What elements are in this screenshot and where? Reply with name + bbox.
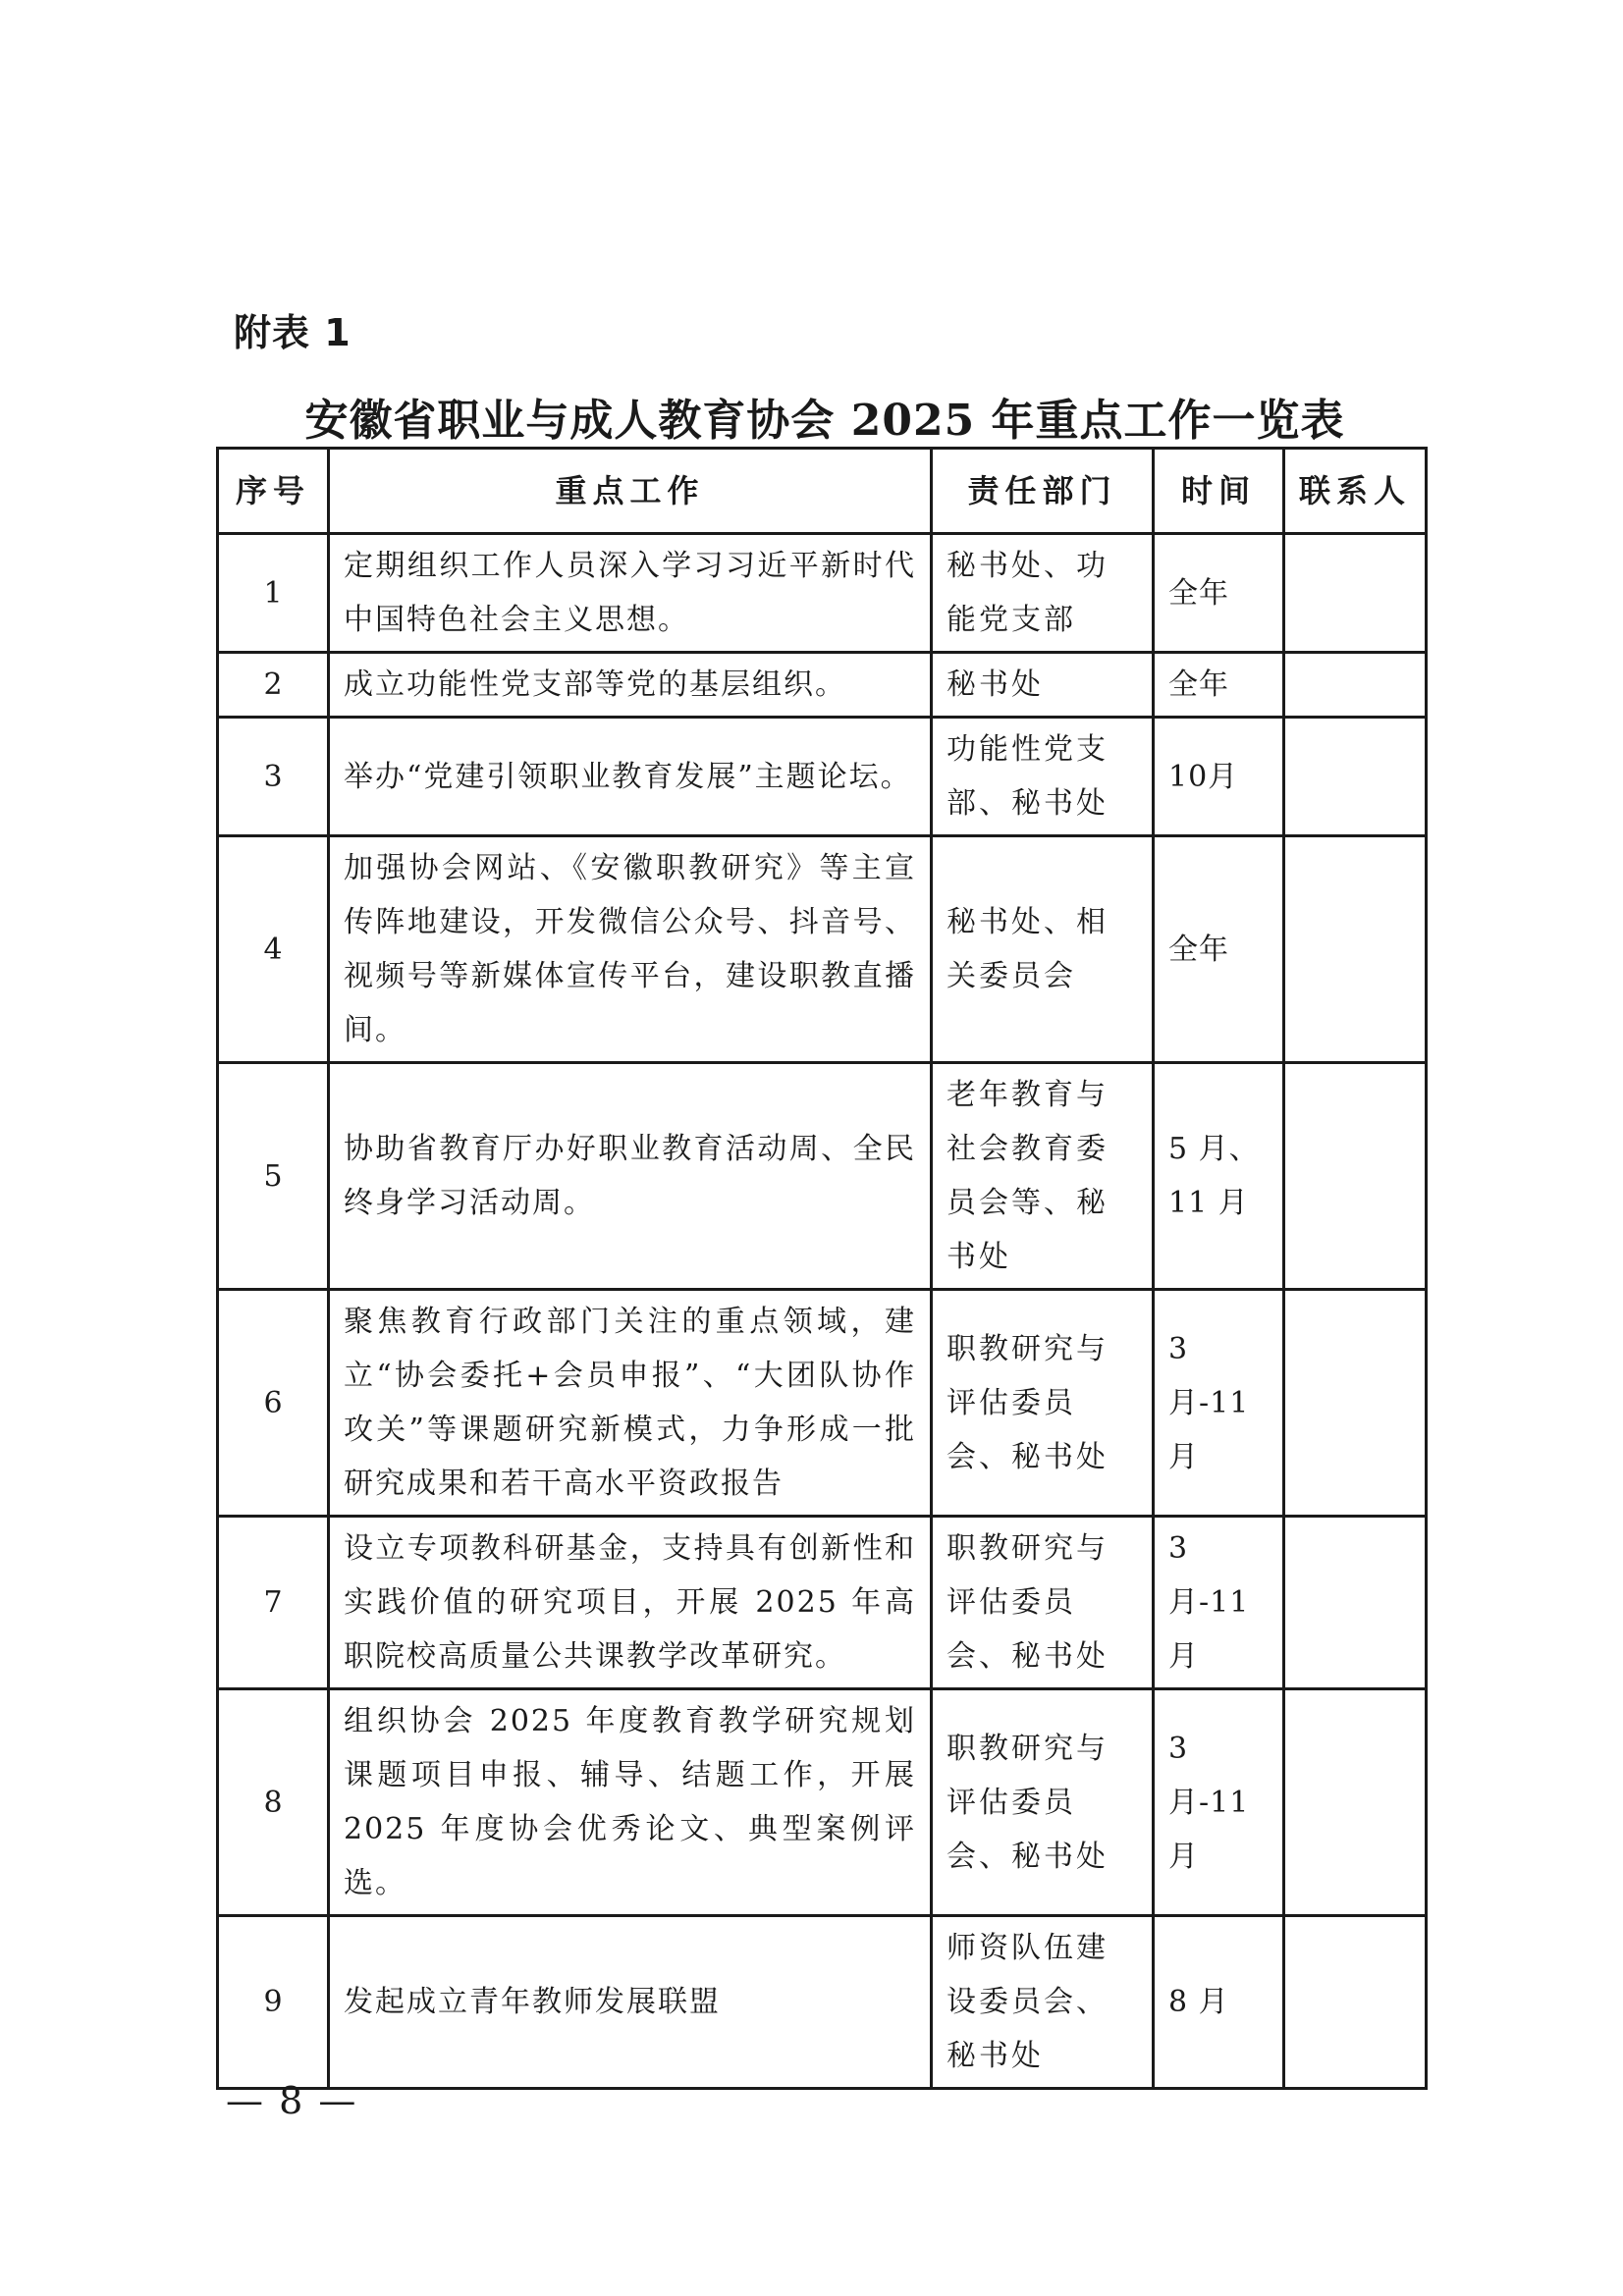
page-number: — 8 — [226, 2079, 358, 2122]
table-row [218, 653, 1427, 718]
task-cell: 成立功能性党支部等党的基层组织。 [329, 653, 932, 718]
header-dept: 责任部门 [932, 449, 1154, 534]
contact-cell [1284, 1063, 1427, 1290]
task-cell: 举办“党建引领职业教育发展”主题论坛。 [329, 718, 932, 836]
table-row [218, 836, 1427, 1063]
time-cell: 8 月 [1154, 1916, 1284, 2089]
contact-cell [1284, 718, 1427, 836]
table-row [218, 1689, 1427, 1916]
dept-cell: 职教研究与评估委员会、秘书处 [932, 1290, 1154, 1517]
time-cell: 3 月-11 月 [1154, 1290, 1284, 1517]
header-contact: 联系人 [1284, 449, 1427, 534]
table-row [218, 718, 1427, 836]
task-cell: 聚焦教育行政部门关注的重点领域，建立“协会委托+会员申报”、“大团队协作攻关”等课题研究新模式，力争形成一批研究成果和若干高水平资政报告 [329, 1290, 932, 1517]
time-cell: 3 月-11 月 [1154, 1517, 1284, 1689]
dept-cell: 秘书处、功能党支部 [932, 534, 1154, 653]
row-number: 7 [218, 1517, 329, 1689]
task-cell: 协助省教育厅办好职业教育活动周、全民终身学习活动周。 [329, 1063, 932, 1290]
dept-cell: 秘书处、相关委员会 [932, 836, 1154, 1063]
attachment-label: 附表 1 [234, 311, 352, 354]
table-row [218, 534, 1427, 653]
contact-cell [1284, 836, 1427, 1063]
time-cell: 全年 [1154, 836, 1284, 1063]
table-row [218, 1916, 1427, 2089]
contact-cell [1284, 1517, 1427, 1689]
contact-cell [1284, 1290, 1427, 1517]
contact-cell [1284, 1689, 1427, 1916]
time-cell: 5 月、11 月 [1154, 1063, 1284, 1290]
dept-cell: 职教研究与评估委员会、秘书处 [932, 1517, 1154, 1689]
contact-cell [1284, 1916, 1427, 2089]
dept-cell: 师资队伍建设委员会、秘书处 [932, 1916, 1154, 2089]
document-title: 安徽省职业与成人教育协会 2025 年重点工作一览表 [304, 396, 1345, 446]
task-cell: 加强协会网站、《安徽职教研究》等主宣传阵地建设，开发微信公众号、抖音号、视频号等新媒体宣传平台，建设职教直播间。 [329, 836, 932, 1063]
dept-cell: 老年教育与社会教育委员会等、秘书处 [932, 1063, 1154, 1290]
time-cell: 3 月-11 月 [1154, 1689, 1284, 1916]
dept-cell: 职教研究与评估委员会、秘书处 [932, 1689, 1154, 1916]
row-number: 1 [218, 534, 329, 653]
time-cell: 10月 [1154, 718, 1284, 836]
task-cell: 设立专项教科研基金，支持具有创新性和实践价值的研究项目，开展 2025 年高职院校高质量公共课教学改革研究。 [329, 1517, 932, 1689]
row-number: 4 [218, 836, 329, 1063]
row-number: 5 [218, 1063, 329, 1290]
table-row [218, 1517, 1427, 1689]
row-number: 6 [218, 1290, 329, 1517]
header-no: 序号 [218, 449, 329, 534]
row-number: 9 [218, 1916, 329, 2089]
row-number: 3 [218, 718, 329, 836]
dept-cell: 功能性党支部、秘书处 [932, 718, 1154, 836]
row-number: 2 [218, 653, 329, 718]
row-number: 8 [218, 1689, 329, 1916]
contact-cell [1284, 653, 1427, 718]
time-cell: 全年 [1154, 534, 1284, 653]
work-table [216, 447, 1428, 2090]
header-task: 重点工作 [329, 449, 932, 534]
dept-cell: 秘书处 [932, 653, 1154, 718]
table-row [218, 1290, 1427, 1517]
task-cell: 定期组织工作人员深入学习习近平新时代中国特色社会主义思想。 [329, 534, 932, 653]
time-cell: 全年 [1154, 653, 1284, 718]
contact-cell [1284, 534, 1427, 653]
table-row [218, 1063, 1427, 1290]
header-time: 时间 [1154, 449, 1284, 534]
task-cell: 组织协会 2025 年度教育教学研究规划课题项目申报、辅导、结题工作，开展 2025 年度协会优秀论文、典型案例评选。 [329, 1689, 932, 1916]
task-cell: 发起成立青年教师发展联盟 [329, 1916, 932, 2089]
table-header-row [218, 449, 1427, 534]
